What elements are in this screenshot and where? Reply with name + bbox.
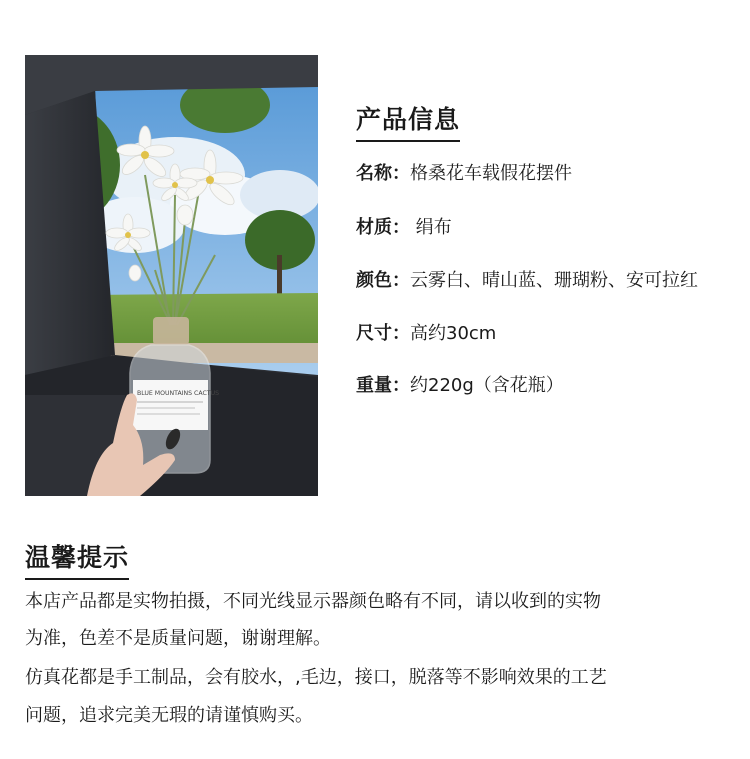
info-value: 高约30cm bbox=[410, 323, 497, 344]
info-value: 绢布 bbox=[410, 217, 452, 238]
info-row-color bbox=[356, 269, 698, 293]
tips-line: 仿真花都是手工制品，会有胶水，,毛边，接口，脱落等不影响效果的工艺 bbox=[25, 667, 607, 688]
info-key: 重量： bbox=[356, 375, 410, 396]
info-row-weight bbox=[356, 374, 564, 398]
tips-section bbox=[25, 538, 129, 580]
info-key: 材质： bbox=[356, 217, 410, 238]
info-key: 尺寸： bbox=[356, 323, 410, 344]
bottle-label: BLUE MOUNTAINS CACTUS bbox=[137, 390, 220, 397]
tips-line: 问题，追求完美无瑕的请谨慎购买。 bbox=[25, 705, 313, 726]
info-value: 云雾白、晴山蓝、珊瑚粉、安可拉红 bbox=[410, 270, 698, 291]
product-info-heading: 产品信息 bbox=[356, 100, 460, 142]
product-info bbox=[356, 100, 460, 142]
info-value: 格桑花车载假花摆件 bbox=[410, 163, 572, 184]
info-row-size bbox=[356, 322, 496, 346]
info-row-material bbox=[356, 216, 452, 240]
tips-line: 本店产品都是实物拍摄，不同光线显示器颜色略有不同，请以收到的实物 bbox=[25, 591, 601, 612]
info-value: 约220g（含花瓶） bbox=[410, 375, 564, 396]
info-key: 名称： bbox=[356, 163, 410, 184]
tips-line: 为准，色差不是质量问题，谢谢理解。 bbox=[25, 628, 331, 649]
info-key: 颜色： bbox=[356, 270, 410, 291]
info-row-name bbox=[356, 162, 572, 186]
product-photo bbox=[25, 55, 318, 496]
tips-heading: 温馨提示 bbox=[25, 538, 129, 580]
